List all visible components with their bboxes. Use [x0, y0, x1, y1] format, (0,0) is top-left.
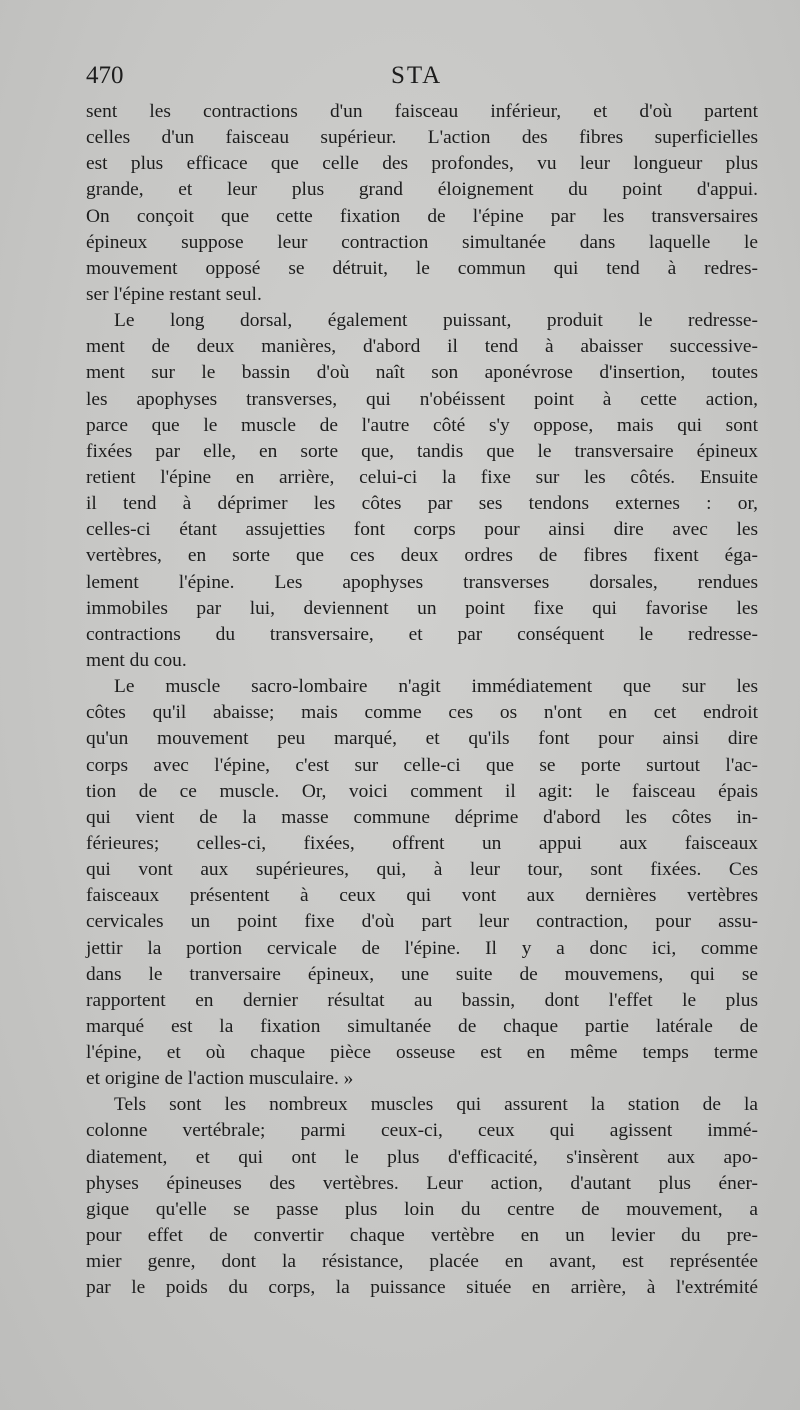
text-line: ment sur le bassin d'où naît son aponévrose d'insertion, toutes: [86, 362, 758, 384]
text-line: et origine de l'action musculaire. »: [86, 1068, 354, 1090]
running-head: STA: [391, 62, 443, 89]
text-line: tion de ce muscle. Or, voici comment il agit: le faisceau épais: [86, 780, 758, 802]
text-line: Tels sont les nombreux muscles qui assurent la station de la: [114, 1094, 758, 1116]
text-line: lement l'épine. Les apophyses transverses dorsales, rendues: [86, 571, 758, 593]
text-line: il tend à déprimer les côtes par ses tendons externes : or,: [86, 493, 758, 515]
text-line: celles-ci étant assujetties font corps pour ainsi dire avec les: [86, 519, 758, 541]
text-line: Le long dorsal, également puissant, produit le redresse-: [114, 310, 758, 332]
text-line: qui vont aux supérieures, qui, à leur tour, sont fixées. Ces: [86, 859, 758, 881]
text-line: mouvement opposé se détruit, le commun qui tend à redres-: [86, 257, 758, 279]
text-line: Le muscle sacro-lombaire n'agit immédiatement que sur les: [114, 676, 758, 698]
text-line: parce que le muscle de l'autre côté s'y oppose, mais qui sont: [86, 414, 758, 436]
text-line: cervicales un point fixe d'où part leur contraction, pour assu-: [86, 911, 758, 933]
text-line: grande, et leur plus grand éloignement du point d'appui.: [86, 179, 758, 201]
text-line: contractions du transversaire, et par conséquent le redresse-: [86, 623, 758, 645]
text-line: côtes qu'il abaisse; mais comme ces os n'ont en cet endroit: [86, 702, 758, 724]
paragraph: [86, 308, 758, 674]
text-line: épineux suppose leur contraction simultanée dans laquelle le: [86, 231, 758, 253]
text-line: ment du cou.: [86, 649, 187, 671]
text-line: faisceaux présentent à ceux qui vont aux dernières vertèbres: [86, 885, 758, 907]
text-line: qui vient de la masse commune déprime d'abord les côtes in-: [86, 806, 758, 828]
text-line: pour effet de convertir chaque vertèbre en un levier du pre-: [86, 1225, 758, 1247]
text-line: retient l'épine en arrière, celui-ci la fixe sur les côtés. Ensuite: [86, 466, 758, 488]
text-line: sent les contractions d'un faisceau inférieur, et d'où partent: [86, 101, 758, 122]
text-line: ser l'épine restant seul.: [86, 283, 262, 305]
text-line: rapportent en dernier résultat au bassin, dont l'effet le plus: [86, 989, 758, 1011]
paragraph: [86, 674, 758, 1092]
text-line: diatement, et qui ont le plus d'efficacité, s'insèrent aux apo-: [86, 1146, 758, 1168]
text-line: est plus efficace que celle des profondes, vu leur longueur plus: [86, 153, 758, 175]
text-line: les apophyses transverses, qui n'obéissent point à cette action,: [86, 388, 758, 410]
text-line: l'épine, et où chaque pièce osseuse est en même temps terme: [86, 1042, 758, 1064]
paragraph: [86, 1092, 758, 1301]
page-header: [86, 62, 756, 94]
text-line: fixées par elle, en sorte que, tandis que le transversaire épineux: [86, 440, 758, 462]
text-line: férieures; celles-ci, fixées, offrent un appui aux faisceaux: [86, 832, 758, 854]
page-number: 470: [86, 62, 124, 89]
text-line: immobiles par lui, deviennent un point fixe qui favorise les: [86, 597, 758, 619]
text-line: marqué est la fixation simultanée de chaque partie latérale de: [86, 1015, 758, 1037]
text-line: jettir la portion cervicale de l'épine. Il y a donc ici, comme: [86, 937, 758, 959]
text-line: par le poids du corps, la puissance située en arrière, à l'extrémité: [86, 1277, 758, 1299]
text-line: gique qu'elle se passe plus loin du centre de mouvement, a: [86, 1198, 758, 1220]
text-line: On conçoit que cette fixation de l'épine par les transversaires: [86, 205, 758, 227]
body-text: [86, 99, 758, 1301]
text-line: colonne vertébrale; parmi ceux-ci, ceux qui agissent immé-: [86, 1120, 758, 1142]
text-line: celles d'un faisceau supérieur. L'action des fibres superficielles: [86, 127, 758, 149]
paragraph: [86, 99, 758, 308]
text-line: physes épineuses des vertèbres. Leur action, d'autant plus éner-: [86, 1172, 758, 1194]
text-line: ment de deux manières, d'abord il tend à abaisser successive-: [86, 336, 758, 358]
text-line: qu'un mouvement peu marqué, et qu'ils font pour ainsi dire: [86, 728, 758, 750]
text-line: corps avec l'épine, c'est sur celle-ci que se porte surtout l'ac-: [86, 754, 758, 776]
text-line: mier genre, dont la résistance, placée en avant, est représentée: [86, 1251, 758, 1273]
text-line: dans le tranversaire épineux, une suite de mouvemens, qui se: [86, 963, 758, 985]
text-line: vertèbres, en sorte que ces deux ordres de fibres fixent éga-: [86, 545, 758, 567]
